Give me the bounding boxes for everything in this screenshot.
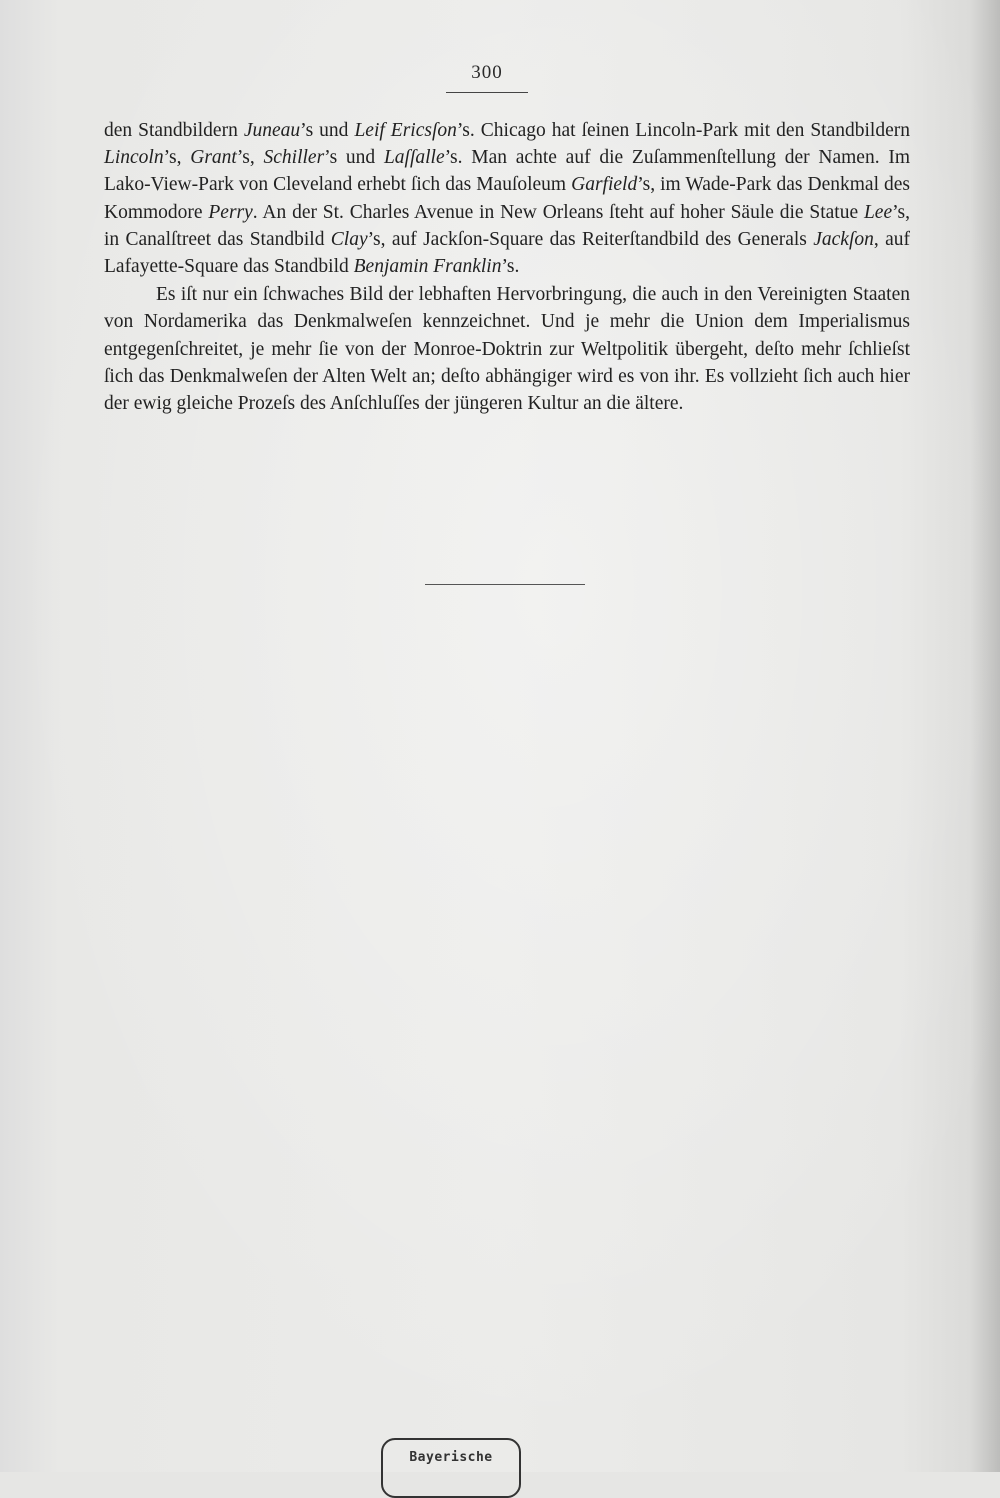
italic-name-text: Leif Ericsſon [354,120,457,141]
italic-name-text: Clay [330,228,368,250]
library-stamp-text: Bayerische [409,1450,493,1465]
italic-name-text: Perry [208,201,253,223]
italic-name-text: Lee [863,201,893,223]
text-run: ’s, auf Jackſon-Square das Reiterſtandbild des Generals [367,228,814,250]
paragraph-2 [104,281,910,417]
body-text [104,117,910,417]
text-run: ’s, [163,147,191,169]
italic-name-text: Jackſon [813,228,874,250]
text-run: . An der St. Charles Avenue in New Orleans ſteht auf hoher Säule die Statue [252,201,864,223]
italic-name-text: Lincoln [104,147,164,169]
text-run: ’s. [501,256,520,278]
text-run: , auf Lafayette-Square das Standbild [104,228,910,278]
text-run: ’s und [324,147,384,169]
text-run: ’s, [236,147,264,169]
page-number: 300 [471,62,503,83]
text-run: ’s. Chicago hat ſeinen Lincoln-Park mit den Standbildern [456,120,910,141]
italic-name-text: Schiller [263,147,325,169]
text-run: ’s und [300,120,355,141]
italic-name-text: Juneau [243,120,301,141]
library-stamp [381,1438,521,1498]
text-run: Es iſt nur ein ſchwaches Bild der lebhaften Hervorbringung, die auch in den Vereinigten Staaten von Nordamerika das Denkmalweſen kennzeichnet. Und je mehr die Union dem Imperialismus entgegenſchreitet, je mehr ſie von der Monroe-Doktrin zur Weltpolitik übergeht, deſto mehr ſchlieſst ſich das Denkmalweſen der Alten Welt an; deſto abhängiger wird es von ihr. Es vollzieht ſich auch hier der ewig gleiche Prozeſs des Anſchluſſes der jüngeren Kultur an die ältere. [104,284,910,415]
italic-name-text: Grant [190,147,237,169]
text-run: ’s, in Canalſtreet das Standbild [104,201,910,250]
page-number-rule [446,92,528,93]
page-edge-shadow [970,0,1000,1472]
text-run: ’s, im Wade-Park das Denkmal des Kommodore [104,174,910,223]
text-run: den Standbildern [104,120,244,141]
paragraph-1 [104,117,910,280]
italic-name-text: Laſſalle [383,147,445,169]
italic-name-text: Garfield [571,174,638,196]
section-end-rule [425,584,585,585]
italic-name-text: Benjamin Franklin [353,256,502,278]
text-run: ’s. Man achte auf die Zuſammenſtellung der Namen. Im Lako-View-Park von Cleveland erhebt ſich das Mauſoleum [104,147,911,196]
